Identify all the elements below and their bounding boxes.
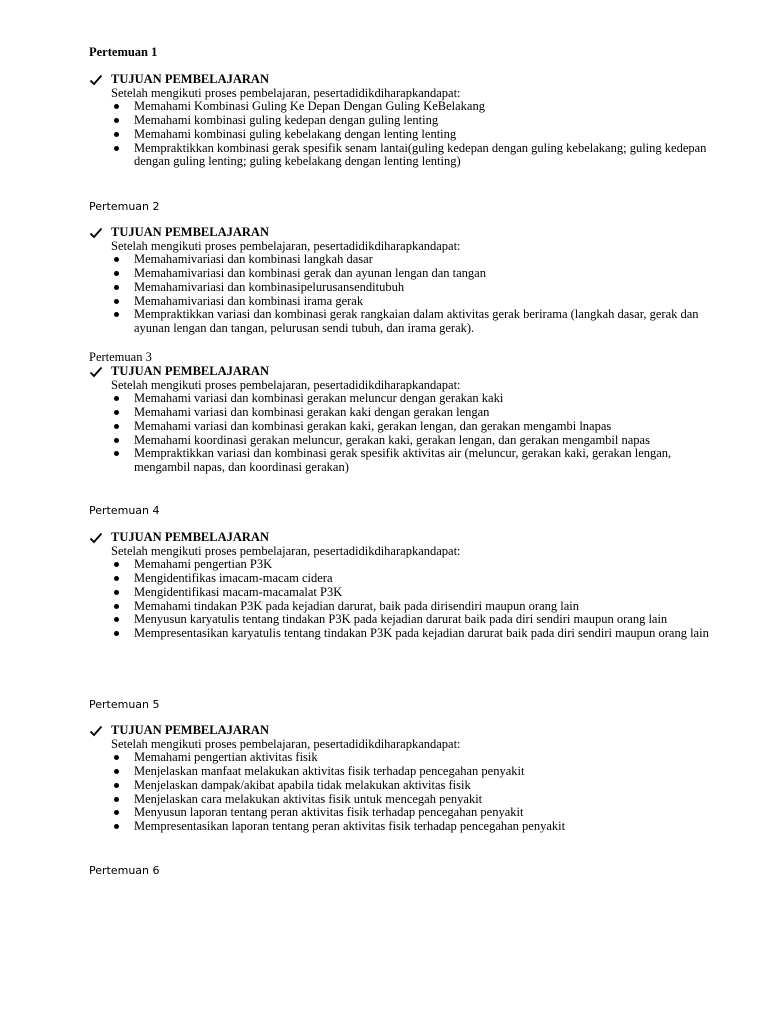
goal-title <box>89 724 729 738</box>
list-item <box>89 420 729 434</box>
bullet-icon <box>114 824 119 829</box>
bullet-icon <box>114 104 119 109</box>
goal-list <box>89 558 729 640</box>
list-item-text: Memahami koordinasi gerakan meluncur, gerakan kaki, gerakan lengan, dan gerakan mengambil napas <box>134 432 650 447</box>
bullet-icon <box>114 755 119 760</box>
list-item <box>89 100 729 114</box>
list-item <box>89 392 729 406</box>
bullet-icon <box>114 438 119 443</box>
list-item-text: Menyusun laporan tentang peran aktivitas fisik terhadap pencegahan penyakit <box>134 805 524 820</box>
meeting-3-goals <box>89 365 729 475</box>
list-item-text: Mengidentifikas imacam-macam cidera <box>134 571 333 586</box>
list-item-text: Memahamivariasi dan kombinasi gerak dan ayunan lengan dan tangan <box>134 266 486 281</box>
list-item <box>89 281 729 295</box>
list-item-text: Memahami kombinasi guling kedepan dengan guling lenting <box>134 113 439 128</box>
list-item <box>89 295 729 309</box>
list-item <box>89 447 729 474</box>
bullet-icon <box>114 396 119 401</box>
list-item <box>89 267 729 281</box>
goal-list <box>89 751 729 833</box>
list-item <box>89 128 729 142</box>
meeting-4-heading: Pertemuan 4 <box>89 504 160 517</box>
goal-list <box>89 392 729 474</box>
list-item-text: Mempraktikkan kombinasi gerak spesifik senam lantai(guling kedepan dengan guling kebelakang; guling kedepan dengan guling lenting; guling kebelakang dengan lenting lenting) <box>134 140 707 169</box>
bullet-icon <box>114 312 119 317</box>
goal-title <box>89 365 729 379</box>
goal-intro: Setelah mengikuti proses pembelajaran, pesertadidikdiharapkandapat: <box>111 85 461 100</box>
goal-intro: Setelah mengikuti proses pembelajaran, pesertadidikdiharapkandapat: <box>111 238 461 253</box>
bullet-icon <box>114 410 119 415</box>
list-item-text: Memahami variasi dan kombinasi gerakan kaki dengan gerakan lengan <box>134 405 490 420</box>
list-item <box>89 820 729 834</box>
bullet-icon <box>114 769 119 774</box>
list-item-text: Memahami Kombinasi Guling Ke Depan Dengan Guling KeBelakang <box>134 99 485 114</box>
meeting-1-goals <box>89 73 729 169</box>
bullet-icon <box>114 562 119 567</box>
bullet-icon <box>114 257 119 262</box>
bullet-icon <box>114 146 119 151</box>
list-item-text: Memahami variasi dan kombinasi gerakan kaki, gerakan lengan, dan gerakan mengambi lnapas <box>134 418 612 433</box>
meeting-6-heading: Pertemuan 6 <box>89 864 160 877</box>
list-item-text: Mengidentifikasi macam-macamalat P3K <box>134 584 343 599</box>
meeting-2-heading: Pertemuan 2 <box>89 200 160 213</box>
list-item-text: Memahami tindakan P3K pada kejadian darurat, baik pada dirisendiri maupun orang lain <box>134 598 580 613</box>
bullet-icon <box>114 118 119 123</box>
goal-list <box>89 100 729 169</box>
bullet-icon <box>114 132 119 137</box>
list-item-text: Menjelaskan cara melakukan aktivitas fisik untuk mencegah penyakit <box>134 791 483 806</box>
checkmark-icon <box>89 73 103 87</box>
goal-intro: Setelah mengikuti proses pembelajaran, pesertadidikdiharapkandapat: <box>111 543 461 558</box>
list-item-text: Memahami kombinasi guling kebelakang dengan lenting lenting <box>134 126 457 141</box>
bullet-icon <box>114 604 119 609</box>
goal-title-text: TUJUAN PEMBELAJARAN <box>111 364 269 378</box>
goal-intro: Setelah mengikuti proses pembelajaran, pesertadidikdiharapkandapat: <box>111 377 461 392</box>
bullet-icon <box>114 299 119 304</box>
list-item <box>89 558 729 572</box>
list-item <box>89 779 729 793</box>
goal-title-text: TUJUAN PEMBELAJARAN <box>111 225 269 239</box>
list-item-text: Memahami variasi dan kombinasi gerakan meluncur dengan gerakan kaki <box>134 391 504 406</box>
list-item <box>89 572 729 586</box>
list-item <box>89 600 729 614</box>
meeting-5-heading: Pertemuan 5 <box>89 698 160 711</box>
goal-title <box>89 73 729 87</box>
bullet-icon <box>114 810 119 815</box>
checkmark-icon <box>89 724 103 738</box>
list-item <box>89 793 729 807</box>
list-item-text: Memahami pengertian aktivitas fisik <box>134 750 318 765</box>
bullet-icon <box>114 424 119 429</box>
goal-title <box>89 531 729 545</box>
list-item-text: Mempresentasikan laporan tentang peran aktivitas fisik terhadap pencegahan penyakit <box>134 818 566 833</box>
goal-title-text: TUJUAN PEMBELAJARAN <box>111 72 269 86</box>
bullet-icon <box>114 451 119 456</box>
bullet-icon <box>114 590 119 595</box>
list-item-text: Memahami pengertian P3K <box>134 557 273 572</box>
list-item <box>89 751 729 765</box>
list-item-text: Mempraktikkan variasi dan kombinasi gerak spesifik aktivitas air (meluncur, gerakan kaki, gerakan lengan, mengambil napas, dan koordinasi gerakan) <box>134 446 672 474</box>
list-item-text: Menjelaskan manfaat melakukan aktivitas fisik terhadap pencegahan penyakit <box>134 764 525 779</box>
meeting-5-goals <box>89 724 729 834</box>
goal-title-text: TUJUAN PEMBELAJARAN <box>111 723 269 737</box>
checkmark-icon <box>89 531 103 545</box>
meeting-3-heading: Pertemuan 3 <box>89 350 152 364</box>
list-item <box>89 434 729 448</box>
list-item <box>89 627 729 641</box>
list-item-text: Menjelaskan dampak/akibat apabila tidak melakukan aktivitas fisik <box>134 777 471 792</box>
list-item <box>89 613 729 627</box>
list-item-text: Mempresentasikan karyatulis tentang tindakan P3K pada kejadian darurat baik pada diri sendiri maupun orang lain <box>134 625 709 640</box>
bullet-icon <box>114 783 119 788</box>
bullet-icon <box>114 631 119 636</box>
list-item-text: Mempraktikkan variasi dan kombinasi gerak rangkaian dalam aktivitas gerak berirama (langkah dasar, gerak dan ayunan lengan dan tangan, pelurusan sendi tubuh, dan irama gerak). <box>134 307 699 335</box>
bullet-icon <box>114 576 119 581</box>
list-item <box>89 114 729 128</box>
list-item <box>89 253 729 267</box>
list-item <box>89 308 729 335</box>
meeting-2-goals <box>89 226 729 336</box>
meeting-4-goals <box>89 531 729 641</box>
checkmark-icon <box>89 226 103 240</box>
list-item-text: Memahamivariasi dan kombinasipelurusansenditubuh <box>134 279 405 294</box>
checkmark-icon <box>89 365 103 379</box>
list-item <box>89 806 729 820</box>
list-item-text: Menyusun karyatulis tentang tindakan P3K pada kejadian darurat baik pada diri sendiri maupun orang lain <box>134 612 668 627</box>
list-item <box>89 586 729 600</box>
bullet-icon <box>114 271 119 276</box>
goal-title <box>89 226 729 240</box>
bullet-icon <box>114 797 119 802</box>
bullet-icon <box>114 285 119 290</box>
goal-title-text: TUJUAN PEMBELAJARAN <box>111 530 269 544</box>
list-item-text: Memahamivariasi dan kombinasi irama gerak <box>134 293 364 308</box>
list-item-text: Memahamivariasi dan kombinasi langkah dasar <box>134 252 373 267</box>
list-item <box>89 142 729 169</box>
list-item <box>89 406 729 420</box>
meeting-1-heading: Pertemuan 1 <box>89 45 158 59</box>
goal-intro: Setelah mengikuti proses pembelajaran, pesertadidikdiharapkandapat: <box>111 736 461 751</box>
goal-list <box>89 253 729 335</box>
list-item <box>89 765 729 779</box>
bullet-icon <box>114 617 119 622</box>
